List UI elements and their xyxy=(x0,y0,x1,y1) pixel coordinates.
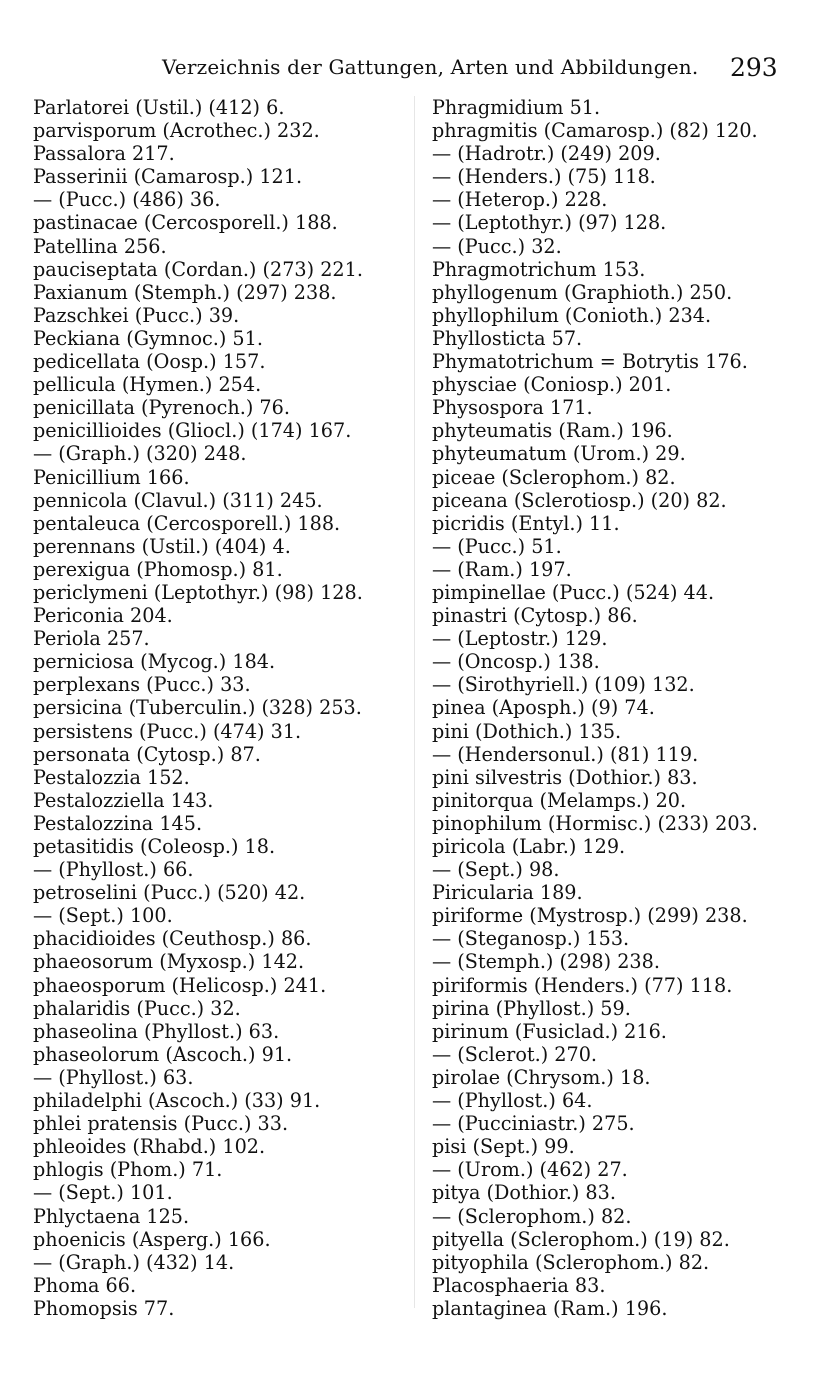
index-entry: — (Steganosp.) 153. xyxy=(432,927,630,951)
index-entry: piceana (Sclerotiosp.) (20) 82. xyxy=(432,488,727,512)
index-entry: penicillata (Pyrenoch.) 76. xyxy=(33,396,290,420)
index-entry: pennicola (Clavul.) (311) 245. xyxy=(33,488,323,512)
index-entry: — (Sirothyriell.) (109) 132. xyxy=(432,673,695,697)
index-entry: pellicula (Hymen.) 254. xyxy=(33,373,262,397)
index-entry: — (Heterop.) 228. xyxy=(432,188,608,212)
running-title: Verzeichnis der Gattungen, Arten und Abbildungen. xyxy=(162,55,699,79)
index-entry: pinea (Aposph.) (9) 74. xyxy=(432,696,655,720)
index-entry: Periola 257. xyxy=(33,627,150,651)
index-entry: piriformis (Henders.) (77) 118. xyxy=(432,973,733,997)
index-entry: perexigua (Phomosp.) 81. xyxy=(33,557,283,581)
index-entry: pentaleuca (Cercosporell.) 188. xyxy=(33,511,341,535)
index-entry: phaseolorum (Ascoch.) 91. xyxy=(33,1042,293,1066)
index-entry: — (Oncosp.) 138. xyxy=(432,650,600,674)
index-entry: phaeosorum (Myxosp.) 142. xyxy=(33,950,305,974)
index-entry: — (Phyllost.) 63. xyxy=(33,1065,194,1089)
index-entry: Patellina 256. xyxy=(33,234,167,258)
index-entry: Phragmotrichum 153. xyxy=(432,257,646,281)
index-entry: Phomopsis 77. xyxy=(33,1296,175,1320)
index-entry: plantaginea (Ram.) 196. xyxy=(432,1296,668,1320)
index-entry: pinophilum (Hormisc.) (233) 203. xyxy=(432,811,758,835)
index-entry: Phragmidium 51. xyxy=(432,96,601,119)
index-entry: parvisporum (Acrothec.) 232. xyxy=(33,119,320,143)
index-entry: perplexans (Pucc.) 33. xyxy=(33,673,251,697)
index-entry: Penicillium 166. xyxy=(33,465,190,489)
page-number: 293 xyxy=(730,53,778,82)
index-entry: pityella (Sclerophom.) (19) 82. xyxy=(432,1227,730,1251)
index-entry: pirinum (Fusiclad.) 216. xyxy=(432,1019,667,1043)
index-entry: pini silvestris (Dothior.) 83. xyxy=(432,765,698,789)
index-entry: periclymeni (Leptothyr.) (98) 128. xyxy=(33,580,363,604)
index-entry: — (Pucc.) (486) 36. xyxy=(33,188,221,212)
index-entry: Passerinii (Camarosp.) 121. xyxy=(33,165,303,189)
index-entry: phaseolina (Phyllost.) 63. xyxy=(33,1019,280,1043)
index-entry: — (Sept.) 100. xyxy=(33,904,173,928)
index-entry: physciae (Coniosp.) 201. xyxy=(432,373,672,397)
index-entry: pastinacae (Cercosporell.) 188. xyxy=(33,211,338,235)
index-entry: — (Pucciniastr.) 275. xyxy=(432,1112,635,1136)
index-entry: pitya (Dothior.) 83. xyxy=(432,1181,616,1205)
index-entry: Phoma 66. xyxy=(33,1273,137,1297)
index-entry: — (Hadrotr.) (249) 209. xyxy=(432,142,661,166)
index-entry: phyteumatum (Urom.) 29. xyxy=(432,442,686,466)
index-entry: — (Leptothyr.) (97) 128. xyxy=(432,211,667,235)
index-entry: perennans (Ustil.) (404) 4. xyxy=(33,534,291,558)
index-entry: phacidioides (Ceuthosp.) 86. xyxy=(33,927,312,951)
index-entry: pimpinellae (Pucc.) (524) 44. xyxy=(432,580,715,604)
index-entry: piriforme (Mystrosp.) (299) 238. xyxy=(432,904,748,928)
index-entry: phyllophilum (Conioth.) 234. xyxy=(432,303,712,327)
index-entry: piricola (Labr.) 129. xyxy=(432,835,626,858)
index-entry: phyteumatis (Ram.) 196. xyxy=(432,419,673,443)
index-entry: phyllogenum (Graphioth.) 250. xyxy=(432,280,733,304)
index-entry: pinastri (Cytosp.) 86. xyxy=(432,604,638,628)
index-entry: Phlyctaena 125. xyxy=(33,1204,190,1228)
index-entry: Placosphaeria 83. xyxy=(432,1273,606,1297)
index-entry: persistens (Pucc.) (474) 31. xyxy=(33,719,302,743)
index-entry: — (Sept.) 101. xyxy=(33,1181,173,1205)
index-entry: picridis (Entyl.) 11. xyxy=(432,511,620,535)
index-entry: — (Hendersonul.) (81) 119. xyxy=(432,742,699,766)
index-entry: — (Ram.) 197. xyxy=(432,557,572,581)
index-entry: phaeosporum (Helicosp.) 241. xyxy=(33,973,327,997)
index-entry: phalaridis (Pucc.) 32. xyxy=(33,996,241,1020)
index-entry: penicillioides (Gliocl.) (174) 167. xyxy=(33,419,352,443)
index-entry: personata (Cytosp.) 87. xyxy=(33,742,261,766)
index-entry: — (Stemph.) (298) 238. xyxy=(432,950,660,974)
index-entry: pityophila (Sclerophom.) 82. xyxy=(432,1250,710,1274)
index-entry: persicina (Tuberculin.) (328) 253. xyxy=(33,696,362,720)
index-entry: Piricularia 189. xyxy=(432,881,583,905)
index-entry: Parlatorei (Ustil.) (412) 6. xyxy=(33,96,285,119)
index-entry: — (Phyllost.) 66. xyxy=(33,858,194,882)
index-entry: — (Sclerophom.) 82. xyxy=(432,1204,632,1228)
index-entry: — (Graph.) (432) 14. xyxy=(33,1250,235,1274)
index-entry: Phyllosticta 57. xyxy=(432,326,583,350)
index-entry: — (Urom.) (462) 27. xyxy=(432,1158,628,1182)
index-entry: phleoides (Rhabd.) 102. xyxy=(33,1135,266,1159)
index-entry: — (Henders.) (75) 118. xyxy=(432,165,656,189)
index-entry: pedicellata (Oosp.) 157. xyxy=(33,350,266,374)
index-entry: Phymatotrichum = Botrytis 176. xyxy=(432,350,748,374)
index-entry: Physospora 171. xyxy=(432,396,593,420)
index-entry: Paxianum (Stemph.) (297) 238. xyxy=(33,280,337,304)
index-entry: Peckiana (Gymnoc.) 51. xyxy=(33,326,263,350)
index-entry: phoenicis (Asperg.) 166. xyxy=(33,1227,271,1251)
index-entry: pirina (Phyllost.) 59. xyxy=(432,996,631,1020)
index-entry: — (Sclerot.) 270. xyxy=(432,1042,597,1066)
index-entry: Pestalozzia 152. xyxy=(33,765,190,789)
index-entry: pinitorqua (Melamps.) 20. xyxy=(432,788,687,812)
index-entry: pini (Dothich.) 135. xyxy=(432,719,622,743)
index-entry: perniciosa (Mycog.) 184. xyxy=(33,650,276,674)
index-entry: petroselini (Pucc.) (520) 42. xyxy=(33,881,306,905)
index-column-right xyxy=(432,96,824,1320)
index-entry: — (Pucc.) 51. xyxy=(432,534,562,558)
page-header xyxy=(0,55,830,85)
index-entry: piceae (Sclerophom.) 82. xyxy=(432,465,676,489)
index-entry: Passalora 217. xyxy=(33,142,175,166)
index-entry: — (Pucc.) 32. xyxy=(432,234,562,258)
column-divider xyxy=(414,96,415,1308)
index-entry: petasitidis (Coleosp.) 18. xyxy=(33,835,276,858)
index-entry: phlogis (Phom.) 71. xyxy=(33,1158,223,1182)
index-entry: pirolae (Chrysom.) 18. xyxy=(432,1065,651,1089)
index-entry: Pestalozzina 145. xyxy=(33,811,203,835)
index-entry: — (Graph.) (320) 248. xyxy=(33,442,247,466)
index-entry: phragmitis (Camarosp.) (82) 120. xyxy=(432,119,758,143)
index-entry: Pestalozziella 143. xyxy=(33,788,214,812)
index-entry: — (Leptostr.) 129. xyxy=(432,627,608,651)
index-entry: Periconia 204. xyxy=(33,604,173,628)
index-entry: Pazschkei (Pucc.) 39. xyxy=(33,303,240,327)
index-entry: phlei pratensis (Pucc.) 33. xyxy=(33,1112,289,1136)
index-entry: — (Phyllost.) 64. xyxy=(432,1089,593,1113)
index-entry: pisi (Sept.) 99. xyxy=(432,1135,575,1159)
index-entry: philadelphi (Ascoch.) (33) 91. xyxy=(33,1089,321,1113)
index-column-left xyxy=(33,96,405,1320)
index-entry: pauciseptata (Cordan.) (273) 221. xyxy=(33,257,363,281)
index-entry: — (Sept.) 98. xyxy=(432,858,560,882)
